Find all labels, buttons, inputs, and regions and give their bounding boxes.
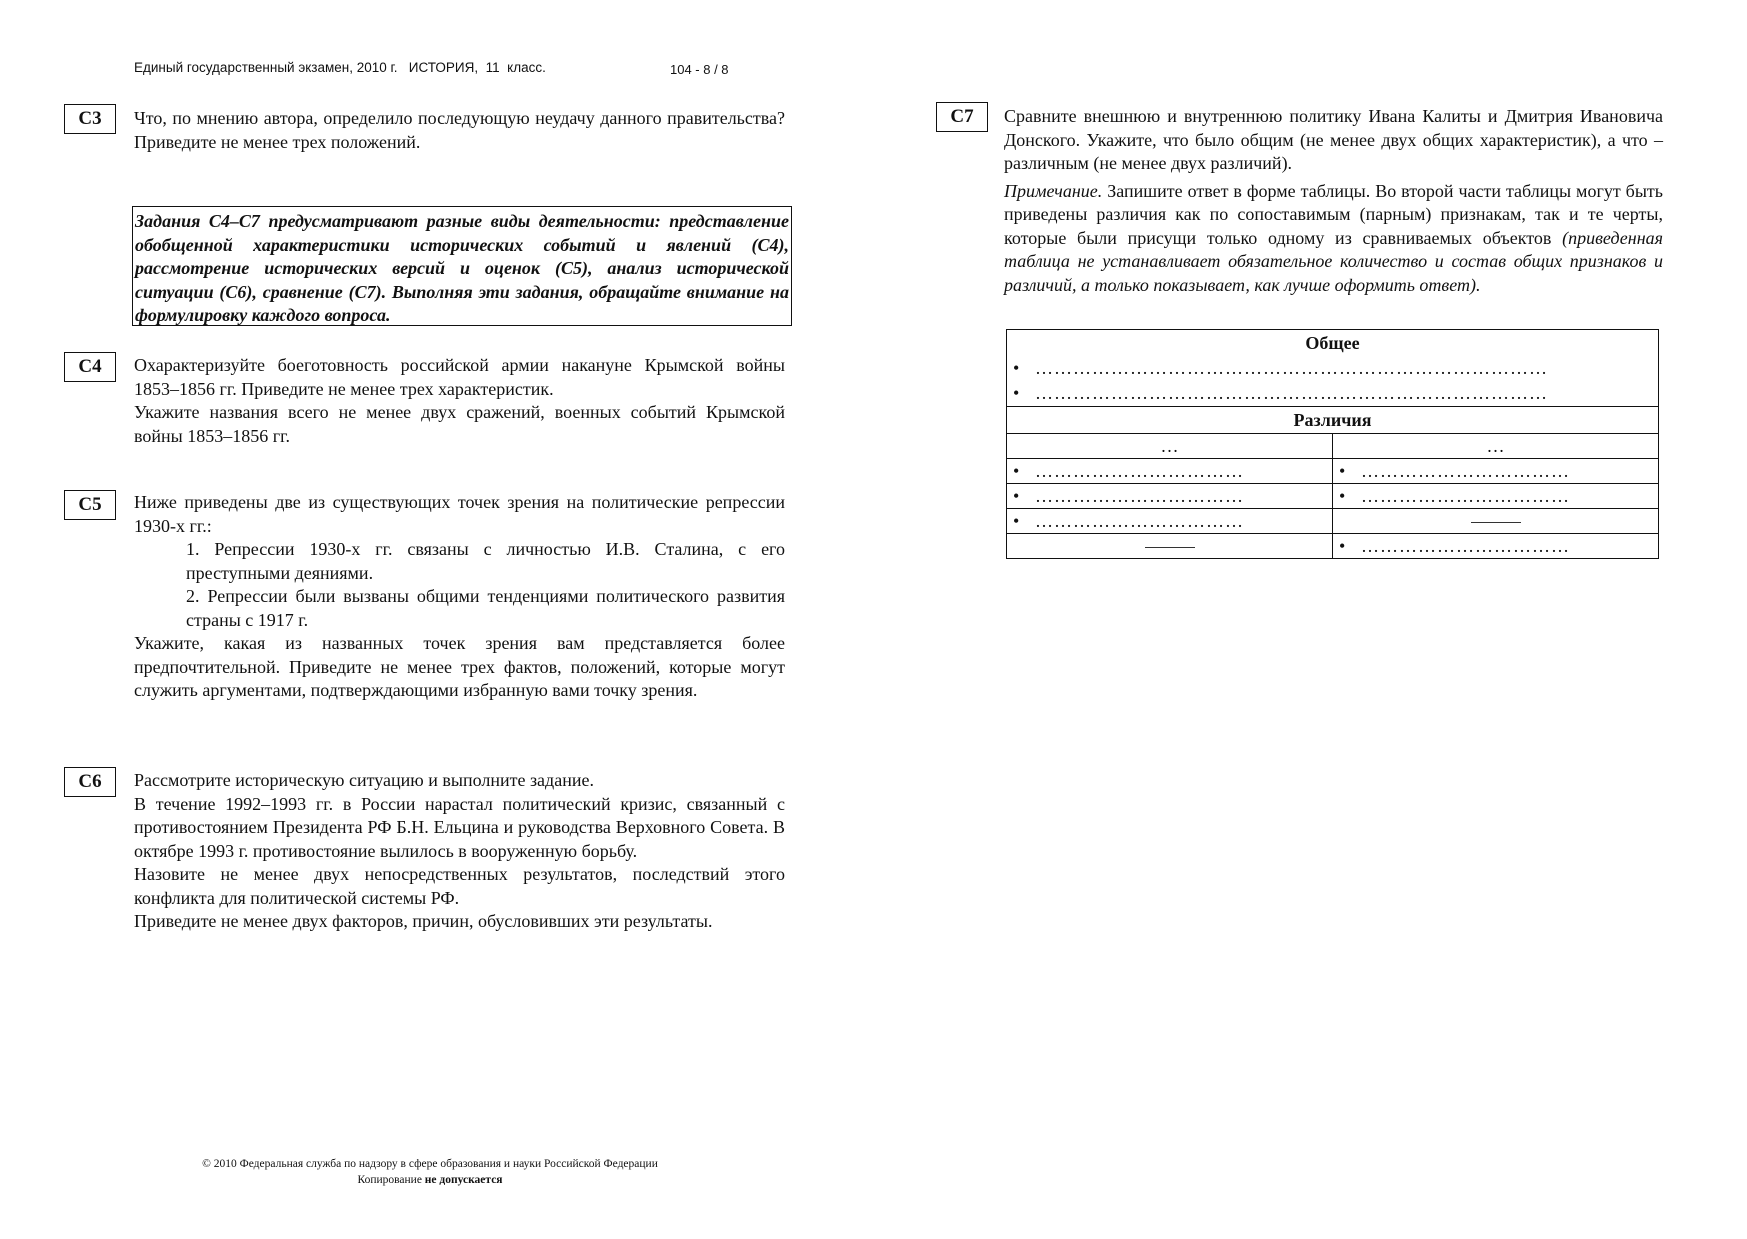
- column-heading-right: …: [1333, 434, 1659, 459]
- bullet: •: [1013, 510, 1020, 531]
- task-c5-text: [134, 491, 785, 703]
- instruction-box: Задания С4–С7 предусматривают разные виды деятельности: представление обобщенной характеристики исторических событий и явлений (С4), рассмотрение исторических версий и оценок (С5), анализ исторической ситуации (С6), сравнение (С7). Выполняя эти задания, обращайте внимание на формулировку каждого вопроса.: [132, 206, 792, 326]
- task-c7-note-label: Примечание.: [1004, 180, 1103, 201]
- task-c6-text: [134, 769, 785, 934]
- dash-line: [1471, 522, 1521, 523]
- footer-copy-prefix: Копирование: [357, 1173, 425, 1186]
- task-c7-paragraph-1: Сравните внешнюю и внутреннюю политику Ивана Калиты и Дмитрия Ивановича Донского. Укажите, что было общим (не менее двух общих характеристик), а что – различным (не менее двух различий).: [1004, 106, 1663, 173]
- task-c7-note: [1004, 180, 1663, 298]
- task-c6-paragraph-2: В течение 1992–1993 гг. в России нарастал политический кризис, связанный с противостоянием Президента РФ Б.Н. Ельцина и руководства Верховного Совета. В октябре 1993 г. противостояние вылилось в вооруженную борьбу.: [134, 793, 785, 861]
- task-c5-view-2: 2. Репрессии были вызваны общими тенденциями политического развития страны с 1917 г.: [186, 586, 785, 630]
- bullet: •: [1339, 485, 1346, 506]
- footer-copyright: © 2010 Федеральная служба по надзору в сфере образования и науки Российской Федерации: [202, 1158, 658, 1170]
- answer-line: ……………………………: [1035, 460, 1244, 481]
- page-number: 104 - 8 / 8: [670, 62, 729, 77]
- bullet: •: [1339, 535, 1346, 556]
- difference-cell: [1333, 534, 1659, 559]
- comparison-table: [1006, 329, 1659, 559]
- answer-line: ……………………………: [1035, 510, 1244, 531]
- page-footer: [130, 1157, 730, 1188]
- task-label-c4: С4: [64, 352, 116, 382]
- differences-header: Различия: [1007, 407, 1659, 434]
- task-c7-note-text: Запишите ответ в форме таблицы. Во второй части таблицы могут быть приведены различия как по сопоставимым (парным) признакам, так и те черты, которые были присущи только одному из сравниваемых объектов: [1004, 180, 1663, 248]
- common-row: [1007, 381, 1659, 407]
- bullet: •: [1013, 485, 1020, 506]
- column-heading-left: …: [1007, 434, 1333, 459]
- difference-cell: [1333, 484, 1659, 509]
- answer-line: ……………………………: [1035, 485, 1244, 506]
- task-c6-paragraph-3: Назовите не менее двух непосредственных результатов, последствий этого конфликта для политической системы РФ.: [134, 864, 785, 908]
- empty-cell: [1007, 534, 1333, 559]
- answer-line: ………………………………………………………………………: [1035, 358, 1548, 378]
- task-c6-paragraph-1: Рассмотрите историческую ситуацию и выполните задание.: [134, 770, 594, 790]
- task-c3-text: [134, 107, 785, 154]
- task-label-c3: С3: [64, 104, 116, 134]
- answer-line: ……………………………: [1361, 485, 1570, 506]
- footer-copy-bold: не допускается: [424, 1173, 503, 1186]
- task-c3-paragraph: Что, по мнению автора, определило последующую неудачу данного правительства? Приведите не менее трех положений.: [134, 108, 785, 152]
- task-c4-text: [134, 354, 785, 448]
- bullet: •: [1013, 383, 1020, 403]
- answer-line: ……………………………: [1361, 460, 1570, 481]
- task-c5-task: Укажите, какая из названных точек зрения вам представляется более предпочтительной. Приведите не менее трех фактов, положений, которые могут служить аргументами, подтверждающими избранную вами точку зрения.: [134, 633, 785, 700]
- common-row: [1007, 356, 1659, 381]
- difference-cell: [1007, 509, 1333, 534]
- task-label-c6: С6: [64, 767, 116, 797]
- task-c5-view-1: 1. Репрессии 1930-х гг. связаны с личностью И.В. Сталина, с его преступными деяниями.: [186, 539, 785, 583]
- difference-cell: [1007, 484, 1333, 509]
- common-header: Общее: [1007, 330, 1659, 357]
- difference-cell: [1333, 459, 1659, 484]
- task-c5-intro: Ниже приведены две из существующих точек зрения на политические репрессии 1930-х гг.:: [134, 492, 785, 536]
- bullet: •: [1013, 460, 1020, 481]
- task-c4-paragraph-1: Охарактеризуйте боеготовность российской армии накануне Крымской войны 1853–1856 гг. Приведите не менее трех характеристик.: [134, 355, 785, 399]
- task-c4-paragraph-2: Укажите названия всего не менее двух сражений, военных событий Крымской войны 1853–1856 гг.: [134, 402, 785, 446]
- answer-line: ………………………………………………………………………: [1035, 383, 1548, 403]
- task-label-c5: С5: [64, 490, 116, 520]
- bullet: •: [1339, 460, 1346, 481]
- page-header: [134, 60, 729, 77]
- footer-copy-notice: [130, 1173, 730, 1189]
- task-label-c7: С7: [936, 102, 988, 132]
- task-c6-paragraph-4: Приведите не менее двух факторов, причин, обусловивших эти результаты.: [134, 911, 713, 931]
- empty-cell: [1333, 509, 1659, 534]
- difference-cell: [1007, 459, 1333, 484]
- dash-line: [1145, 547, 1195, 548]
- header-title: Единый государственный экзамен, 2010 г. ИСТОРИЯ, 11 класс.: [134, 60, 546, 75]
- bullet: •: [1013, 358, 1020, 378]
- task-c7-text: [1004, 105, 1663, 297]
- task-c7-note-italic: (приведенная таблица не устанавливает обязательное количество и состав общих признаков и различий, а только показывает, как лучше оформить ответ).: [1004, 227, 1663, 295]
- answer-line: ……………………………: [1361, 535, 1570, 556]
